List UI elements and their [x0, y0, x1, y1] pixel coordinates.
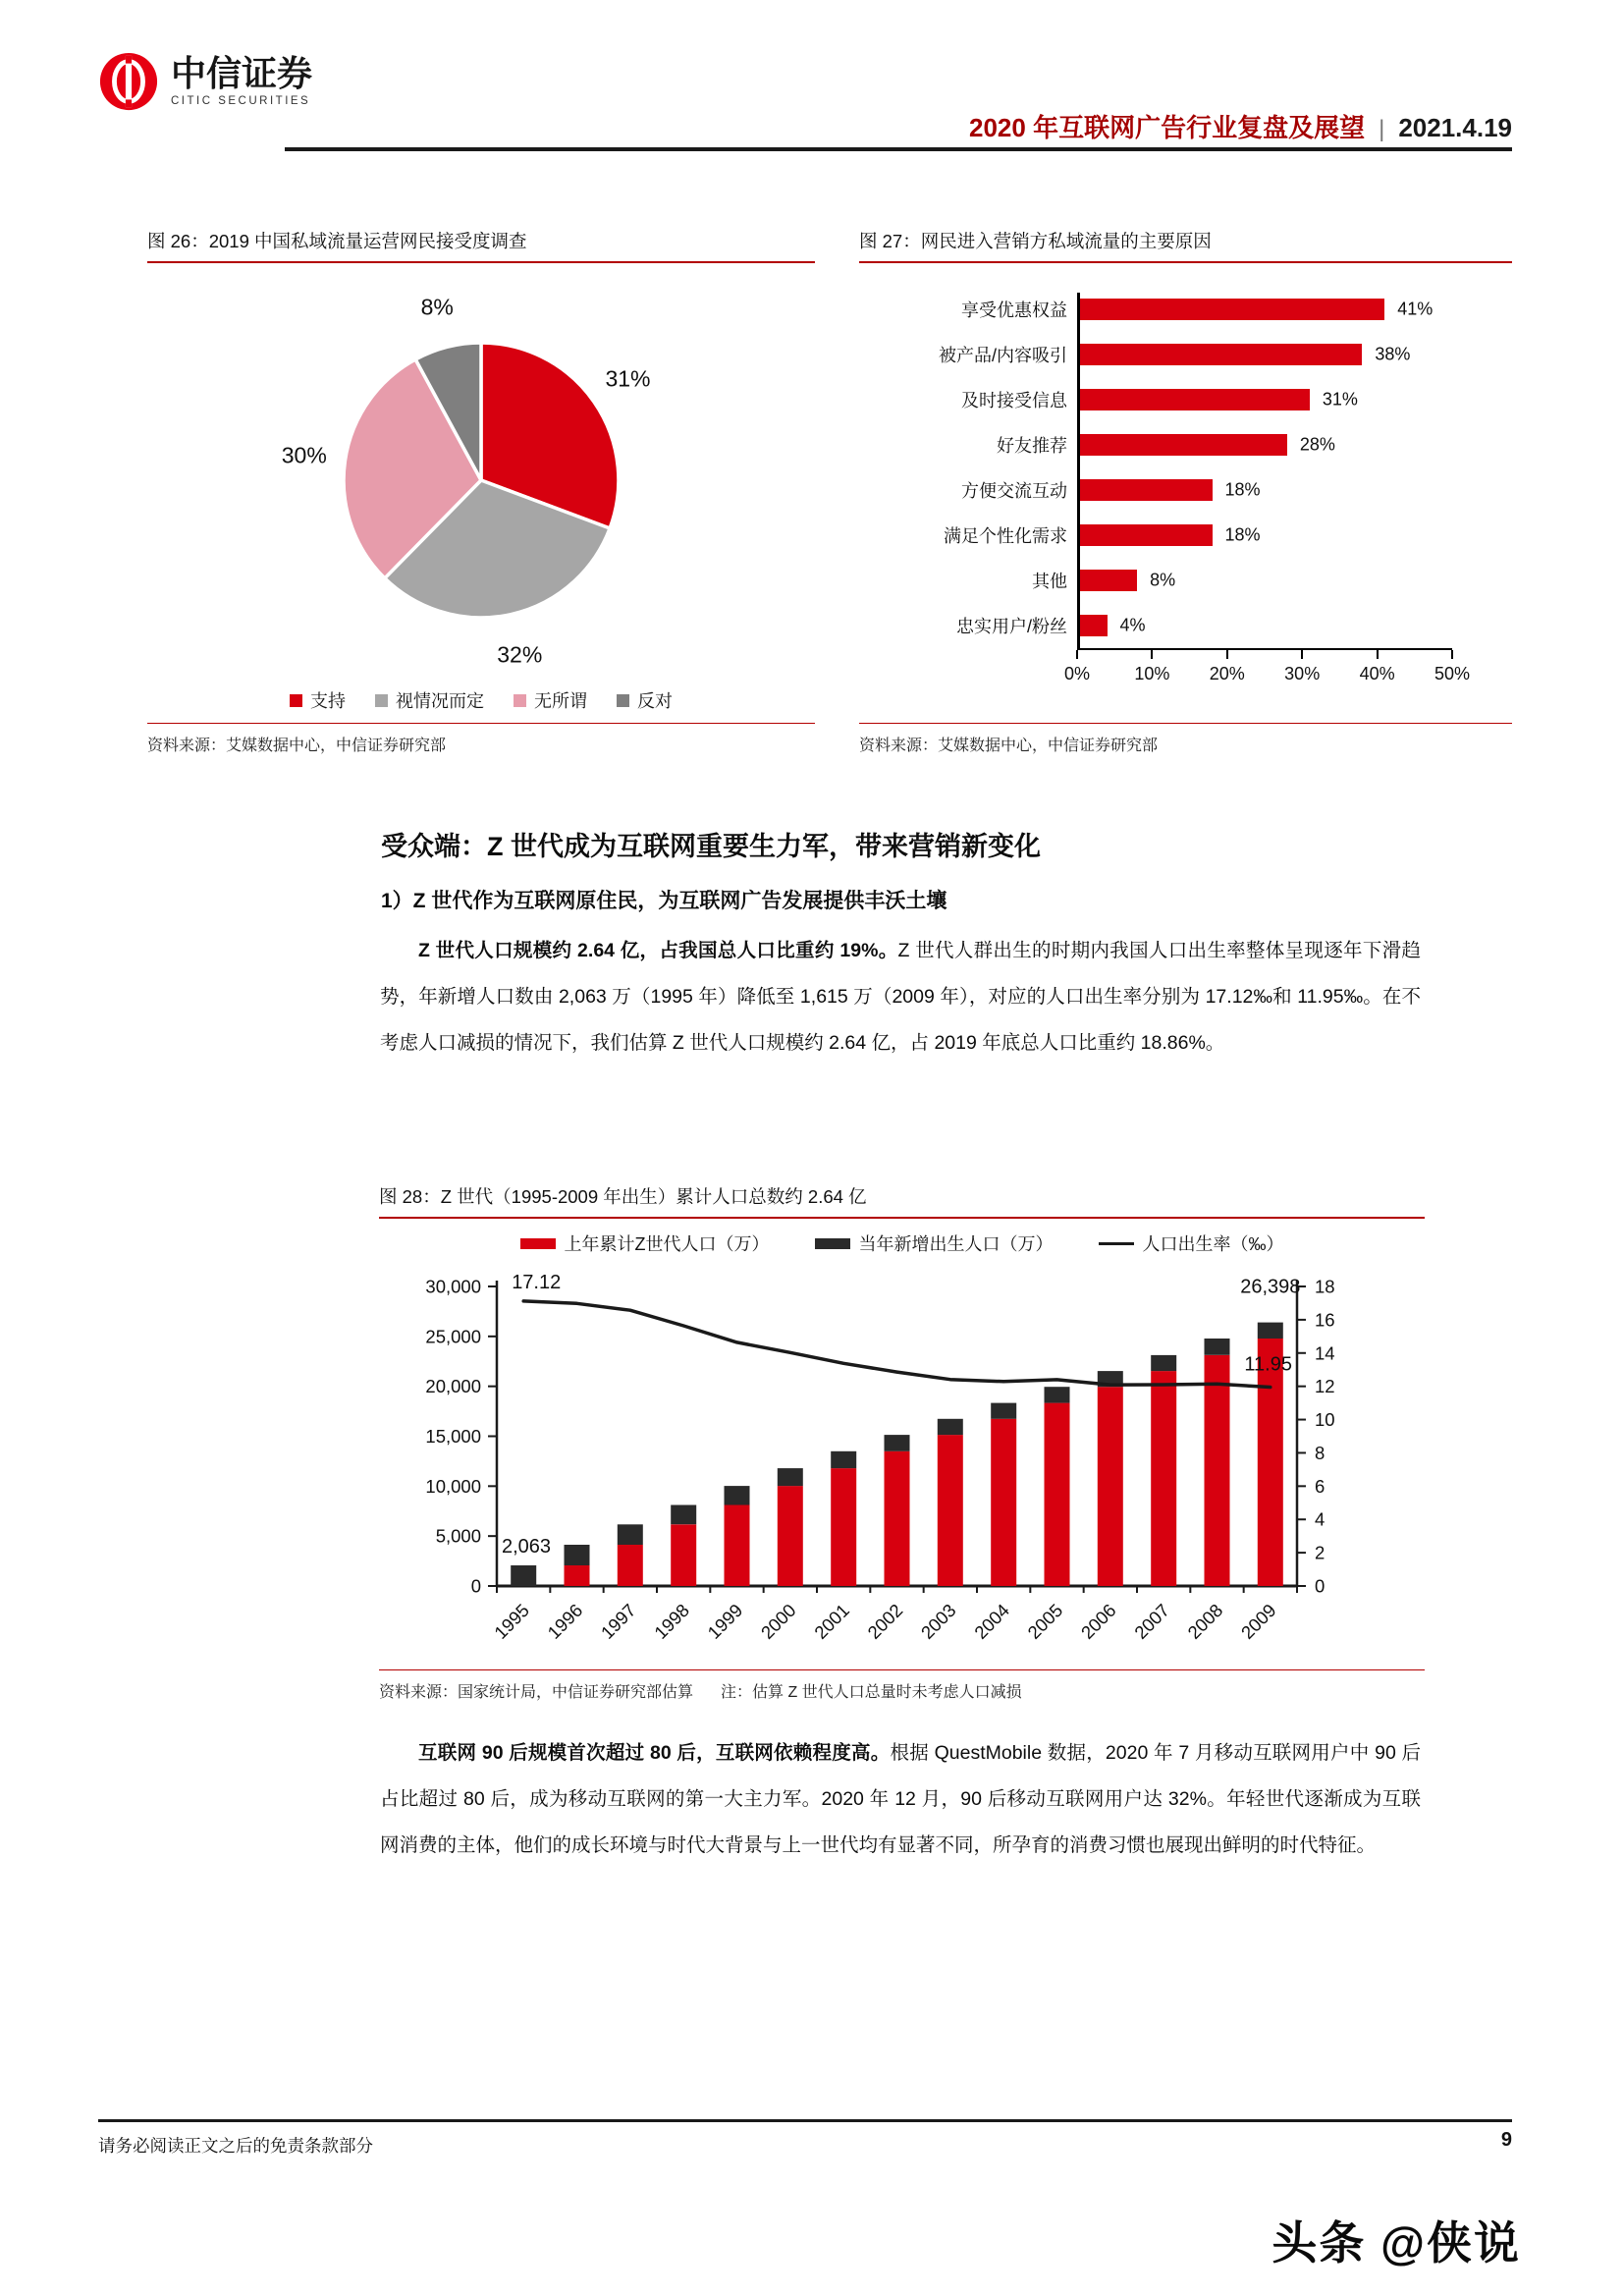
legend-swatch-icon [617, 694, 629, 707]
hbar-track [1077, 332, 1452, 377]
hbar-track [1077, 513, 1452, 558]
bar-cumulative [725, 1505, 750, 1587]
hbar-row [859, 377, 1512, 422]
header-separator: | [1379, 116, 1385, 142]
svg-text:16: 16 [1315, 1309, 1335, 1331]
figure-26 [147, 228, 815, 755]
hbar-category-label: 好友推荐 [997, 436, 1067, 456]
hbar-chart [859, 287, 1512, 693]
svg-text:12: 12 [1315, 1376, 1335, 1397]
pie-legend [147, 687, 815, 713]
x-axis-tick-label: 50% [1434, 664, 1471, 683]
hbar-rows [859, 287, 1512, 648]
svg-text:2007: 2007 [1130, 1599, 1174, 1643]
svg-text:1998: 1998 [650, 1599, 694, 1643]
pie-value-label: 31% [605, 365, 651, 392]
paragraph-1-lead: Z 世代人口规模约 2.64 亿，占我国总人口比重约 19%。 [418, 940, 898, 961]
pie-legend-label: 无所谓 [534, 691, 587, 711]
bar-cumulative [885, 1451, 910, 1586]
hbar-track [1077, 287, 1452, 332]
report-header [969, 108, 1512, 144]
hbar-bar [1077, 344, 1362, 365]
paragraph-2-rest: 根据 QuestMobile 数据，2020 年 7 月移动互联网用户中 90 后占比超过 80 后，成为移动互联网的第一大主力军。2020 年 12 月，90 后移动互联网用户达 32%。年轻世代逐渐成为互联网消费的主体，他们的成长环境与时代大背景与上一世代均有显著不同，所孕育的消费习惯也展现出鲜明的时代特征。 [380, 1742, 1421, 1856]
hbar-value-label: 18% [1224, 479, 1261, 500]
figure-27-body [859, 263, 1512, 723]
svg-text:5,000: 5,000 [435, 1525, 481, 1547]
figure-28 [379, 1183, 1425, 1702]
hbar-track [1077, 558, 1452, 603]
bar-cumulative [831, 1468, 856, 1586]
paragraph-2-lead: 互联网 90 后规模首次超过 80 后，互联网依赖程度高。 [418, 1742, 891, 1764]
citic-logo [98, 51, 312, 112]
pie-svg [147, 267, 815, 687]
bar-newbirth [725, 1486, 750, 1504]
hbar-row [859, 558, 1512, 603]
svg-text:15,000: 15,000 [425, 1426, 481, 1447]
pie-legend-label: 支持 [310, 691, 346, 711]
bar-newbirth [511, 1565, 536, 1586]
bar-cumulative [1205, 1355, 1230, 1586]
header-rule [285, 147, 1512, 151]
bar-newbirth [1258, 1323, 1283, 1339]
watermark: 头条 @侠说 [1271, 2217, 1521, 2269]
svg-text:2004: 2004 [970, 1599, 1014, 1643]
hbar-category-label: 其他 [1032, 572, 1067, 591]
pie-legend-item [290, 687, 346, 713]
svg-text:30,000: 30,000 [425, 1276, 481, 1297]
hbar-x-axis [1063, 648, 1471, 693]
svg-text:2000: 2000 [756, 1599, 800, 1643]
hbar-value-label: 31% [1322, 389, 1358, 410]
citic-emblem-icon [98, 51, 159, 112]
hbar-bar [1077, 299, 1384, 320]
pie-legend-item [617, 687, 673, 713]
hbar-category-label: 享受优惠权益 [961, 301, 1067, 320]
x-axis-tick [1226, 650, 1228, 659]
svg-text:0: 0 [470, 1575, 481, 1597]
logo-chinese-name: 中信证券 [171, 54, 313, 94]
bar-cumulative [618, 1545, 643, 1586]
svg-text:1999: 1999 [703, 1599, 747, 1643]
hbar-row [859, 422, 1512, 467]
bar-cumulative [1151, 1371, 1176, 1586]
x-axis-tick-label: 10% [1134, 664, 1170, 683]
hbar-row [859, 332, 1512, 377]
bar-cumulative [671, 1524, 696, 1586]
hbar-row [859, 513, 1512, 558]
bar-cumulative [938, 1435, 963, 1586]
figure-26-body [147, 263, 815, 723]
x-axis-tick [1451, 650, 1453, 659]
combo-legend-item [520, 1230, 770, 1256]
svg-text:2: 2 [1315, 1542, 1325, 1563]
svg-text:1996: 1996 [543, 1599, 587, 1643]
svg-text:2001: 2001 [810, 1599, 854, 1643]
bar-newbirth [938, 1419, 963, 1435]
svg-text:10,000: 10,000 [425, 1475, 481, 1497]
combo-legend-item [1099, 1230, 1284, 1256]
figure-28-note: 注：估算 Z 世代人口总量时未考虑人口减损 [721, 1684, 1022, 1701]
legend-swatch-icon [520, 1238, 556, 1249]
svg-text:1995: 1995 [490, 1599, 534, 1643]
x-axis-tick [1076, 650, 1078, 659]
hbar-row [859, 287, 1512, 332]
hbar-bar [1077, 389, 1310, 410]
page-number: 9 [1500, 2129, 1512, 2151]
hbar-value-label: 28% [1299, 434, 1335, 455]
hbar-category-label: 被产品/内容吸引 [938, 346, 1067, 365]
figure-28-source [379, 1669, 1425, 1702]
figure-27-source: 资料来源：艾媒数据中心，中信证券研究部 [859, 723, 1512, 755]
figure-26-source: 资料来源：艾媒数据中心，中信证券研究部 [147, 723, 815, 755]
report-title: 2020 年互联网广告行业复盘及展望 [969, 113, 1366, 142]
pie-value-label: 30% [281, 442, 327, 468]
paragraph-1-rest: Z 世代人群出生的时期内我国人口出生率整体呈现逐年下滑趋势，年新增人口数由 2,063 万（1995 年）降低至 1,615 万（2009 年），对应的人口出生率分别为 17.12‰和 11.95‰。在不考虑人口减损的情况下，我们估算 Z 世代人口规模约 2.64 亿，占 2019 年底总人口比重约 18.86%。 [380, 940, 1421, 1054]
bar-newbirth [778, 1468, 803, 1486]
svg-text:2009: 2009 [1236, 1599, 1280, 1643]
combo-legend-label: 人口出生率（‰） [1142, 1234, 1284, 1254]
svg-text:1997: 1997 [596, 1599, 640, 1643]
x-axis-tick [1301, 650, 1303, 659]
pie-value-label: 8% [420, 294, 454, 320]
x-axis-tick-label: 40% [1359, 664, 1395, 683]
hbar-value-label: 8% [1150, 570, 1176, 590]
hbar-category-label: 方便交流互动 [961, 481, 1067, 501]
bar-cumulative [1258, 1339, 1283, 1586]
legend-swatch-icon [514, 694, 526, 707]
hbar-category-label: 及时接受信息 [961, 391, 1067, 410]
svg-text:2006: 2006 [1076, 1599, 1120, 1643]
svg-text:0: 0 [1315, 1575, 1325, 1597]
x-axis-tick [1377, 650, 1379, 659]
bar-newbirth [1045, 1387, 1070, 1402]
hbar-value-label: 38% [1375, 344, 1411, 364]
paragraph-1 [380, 928, 1421, 1066]
combo-svg [379, 1262, 1425, 1655]
hbar-row [859, 603, 1512, 648]
svg-text:2003: 2003 [916, 1599, 960, 1643]
hbar-track [1077, 377, 1452, 422]
svg-text:25,000: 25,000 [425, 1326, 481, 1347]
combo-legend-label: 上年累计Z世代人口（万） [564, 1234, 770, 1254]
figure-28-source-text: 资料来源：国家统计局，中信证券研究部估算 [379, 1684, 694, 1701]
bar-newbirth [1151, 1355, 1176, 1371]
hbar-track [1077, 603, 1452, 648]
svg-text:2005: 2005 [1023, 1599, 1067, 1643]
x-axis-tick-label: 20% [1209, 664, 1245, 683]
combo-chart [379, 1262, 1425, 1660]
svg-text:11.95: 11.95 [1244, 1353, 1292, 1376]
legend-line-icon [1099, 1242, 1134, 1245]
citic-logo-text [171, 56, 312, 107]
report-date: 2021.4.19 [1398, 113, 1512, 142]
bar-newbirth [565, 1545, 590, 1565]
bar-cumulative [778, 1486, 803, 1586]
x-axis-tick-label: 0% [1063, 664, 1091, 683]
pie-legend-item [375, 687, 484, 713]
logo-english-name: CITIC SECURITIES [171, 94, 311, 107]
hbar-bar [1077, 479, 1213, 501]
section-heading: 受众端：Z 世代成为互联网重要生力军，带来营销新变化 [381, 832, 1041, 861]
figure-28-caption: 图 28：Z 世代（1995-2009 年出生）累计人口总数约 2.64 亿 [379, 1183, 1425, 1219]
svg-text:17.12: 17.12 [512, 1271, 562, 1293]
svg-text:18: 18 [1315, 1276, 1335, 1297]
bar-newbirth [991, 1403, 1016, 1419]
svg-text:2002: 2002 [863, 1599, 907, 1643]
bar-newbirth [618, 1524, 643, 1545]
bar-newbirth [831, 1451, 856, 1468]
section-subheading: 1）Z 世代作为互联网原住民，为互联网广告发展提供丰沃土壤 [381, 890, 947, 912]
bar-cumulative [565, 1565, 590, 1586]
legend-swatch-icon [290, 694, 302, 707]
hbar-bar [1077, 434, 1287, 456]
footer-disclaimer: 请务必阅读正文之后的免责条款部分 [98, 2136, 373, 2156]
legend-swatch-icon [375, 694, 388, 707]
svg-text:14: 14 [1315, 1342, 1335, 1364]
pie-value-label: 32% [497, 641, 543, 668]
figure-27 [859, 228, 1512, 755]
hbar-value-label: 18% [1224, 524, 1261, 545]
bar-newbirth [671, 1505, 696, 1525]
figure-26-caption: 图 26：2019 中国私域流量运营网民接受度调查 [147, 228, 815, 263]
svg-text:6: 6 [1315, 1475, 1325, 1497]
x-axis-tick [1151, 650, 1153, 659]
hbar-row [859, 467, 1512, 513]
svg-text:26,398: 26,398 [1240, 1276, 1301, 1298]
combo-legend-label: 当年新增出生人口（万） [858, 1234, 1054, 1254]
bar-cumulative [1045, 1403, 1070, 1586]
bar-newbirth [1205, 1339, 1230, 1355]
hbar-track [1077, 467, 1452, 513]
svg-text:2008: 2008 [1183, 1599, 1227, 1643]
footer-rule [98, 2119, 1512, 2122]
legend-swatch-icon [815, 1238, 850, 1249]
hbar-category-label: 忠实用户/粉丝 [955, 617, 1067, 636]
paragraph-2 [380, 1730, 1421, 1869]
pie-legend-item [514, 687, 587, 713]
svg-text:8: 8 [1315, 1442, 1325, 1463]
pie-legend-label: 视情况而定 [396, 691, 484, 711]
svg-text:10: 10 [1315, 1409, 1335, 1431]
hbar-track [1077, 422, 1452, 467]
svg-text:4: 4 [1315, 1508, 1325, 1530]
hbar-category-label: 满足个性化需求 [944, 526, 1067, 546]
pie-legend-label: 反对 [637, 691, 673, 711]
hbar-bar [1077, 615, 1108, 636]
hbar-value-label: 4% [1119, 615, 1146, 635]
hbar-bar [1077, 570, 1137, 591]
x-axis-tick-label: 30% [1284, 664, 1321, 683]
svg-text:20,000: 20,000 [425, 1376, 481, 1397]
hbar-y-axis-line [1077, 293, 1080, 650]
hbar-value-label: 41% [1397, 299, 1434, 319]
figure-27-caption: 图 27：网民进入营销方私域流量的主要原因 [859, 228, 1512, 263]
bar-newbirth [885, 1435, 910, 1451]
combo-legend-item [815, 1230, 1054, 1256]
bar-cumulative [1098, 1387, 1123, 1586]
bar-cumulative [991, 1419, 1016, 1586]
hbar-bar [1077, 524, 1213, 546]
svg-text:2,063: 2,063 [502, 1536, 552, 1558]
combo-legend [379, 1230, 1425, 1256]
pie-chart [147, 267, 815, 687]
